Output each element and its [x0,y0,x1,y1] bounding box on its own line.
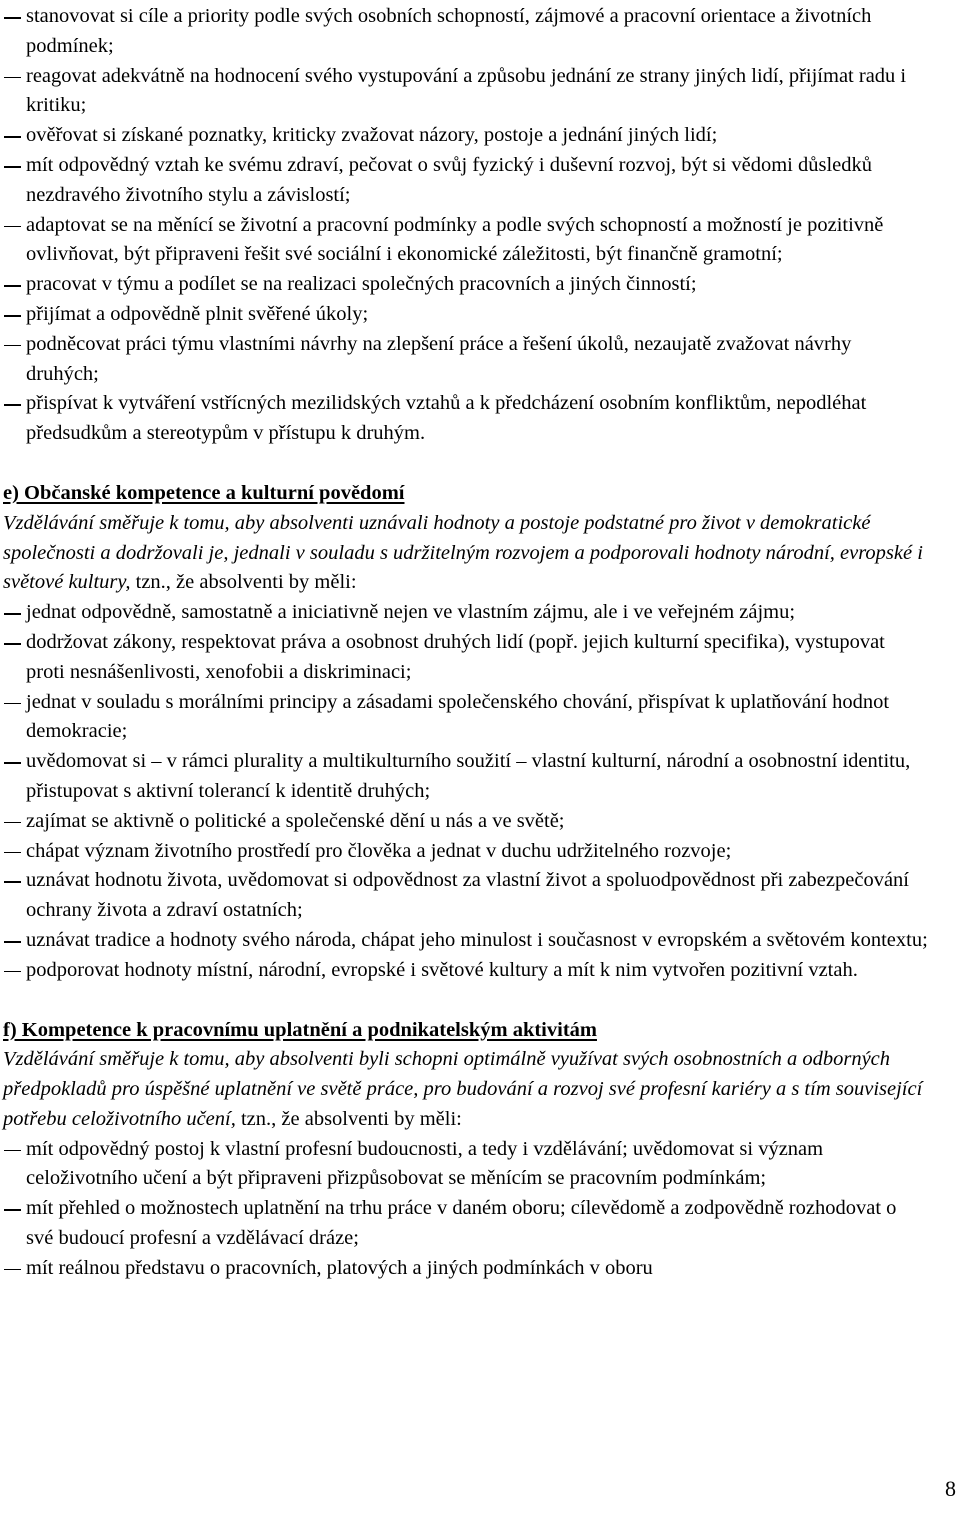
top-list [3,2,960,449]
list-item-text: mít odpovědný postoj k vlastní profesní budoucnosti, a tedy i vzdělávání; uvědomovat si význam celoživotního učení a být připraveni přizpůsobovat se měnícím se pracovním podmínkám; [26,1137,824,1190]
section-list [3,1135,960,1284]
list-item-text: mít odpovědný vztah ke svému zdraví, pečovat o svůj fyzický i duševní rozvoj, být si vědomi důsledků nezdravého životního stylu a závislostí; [26,153,873,206]
list-item [3,330,928,390]
list-item [3,300,928,330]
list-item-text: stanovovat si cíle a priority podle svých osobních schopností, zájmové a pracovní orientace a životních podmínek; [26,5,872,57]
list-item-text: podporovat hodnoty místní, národní, evropské i světové kultury a mít k nim vytvořen pozitivní vztah. [26,958,858,981]
list-item-text: pracovat v týmu a podílet se na realizaci společných pracovních a jiných činností; [26,273,697,296]
list-item [3,747,928,807]
section-heading: e) Občanské kompetence a kulturní povědomí [3,481,405,504]
section-intro-normal: tzn., že absolventi by měli: [235,1107,462,1130]
list-item [3,926,928,956]
list-item-text: jednat v souladu s morálními principy a zásadami společenského chování, přispívat k uplatňování hodnot demokracie; [26,690,890,743]
list-item-text: uznávat hodnotu života, uvědomovat si odpovědnost za vlastní život a spoluodpovědnost při zabezpečování ochrany života a zdraví ostatních; [26,869,909,922]
list-item [3,837,928,867]
list-item [3,211,928,271]
list-item [3,2,928,62]
list-item-text: jednat odpovědně, samostatně a iniciativně nejen ve vlastním zájmu, ale i ve veřejném zájmu; [26,601,796,624]
list-item [3,121,928,151]
list-item [3,1135,928,1195]
section-intro-normal: tzn., že absolventi by měli: [130,571,357,594]
list-item [3,598,928,628]
section-civic-competences [3,479,960,986]
list-item-text: mít reálnou představu o pracovních, platových a jiných podmínkách v oboru [26,1256,653,1279]
section-heading: f) Kompetence k pracovnímu uplatnění a podnikatelským aktivitám [3,1018,597,1041]
list-item [3,866,928,926]
list-item [3,151,928,211]
section-intro-italic: Vzdělávání směřuje k tomu, aby absolventi byli schopni optimálně využívat svých osobnostních a odborných předpokladů pro úspěšné uplatnění ve světě práce, pro budování a rozvoj své profesní kariéry a s tím související potřebu celoživotního učení, [3,1048,923,1130]
list-item [3,956,928,986]
list-item-text: přijímat a odpovědně plnit svěřené úkoly; [26,302,369,325]
list-item [3,62,928,122]
section-list [3,598,960,985]
list-item [3,270,928,300]
list-item-text: mít přehled o možnostech uplatnění na trhu práce v daném oboru; cílevědomě a zodpovědně rozhodovat o své budoucí profesní a vzdělávací dráze; [26,1197,897,1250]
list-item-text: uvědomovat si – v rámci plurality a multikulturního soužití – vlastní kulturní, národní a osobnostní identitu, přistupovat s aktivní tolerancí k identitě druhých; [26,750,911,802]
list-item-text: zajímat se aktivně o politické a společenské dění u nás a ve světě; [26,809,565,832]
section-intro [3,1045,938,1134]
list-item [3,688,928,748]
section-intro-italic: Vzdělávání směřuje k tomu, aby absolventi uznávali hodnoty a postoje podstatné pro život v demokratické společnosti a dodržovali je, jednali v souladu s udržitelným rozvojem a podporovali hodnoty národní, evropské i světové kultury, [3,511,923,594]
list-item-text: reagovat adekvátně na hodnocení svého vystupování a způsobu jednání ze strany jiných lidí, přijímat radu i kritiku; [26,64,907,117]
list-item-text: ověřovat si získané poznatky, kriticky zvažovat názory, postoje a jednání jiných lidí; [26,124,718,147]
list-item [3,807,928,837]
list-item [3,628,928,688]
list-item-text: chápat význam životního prostředí pro člověka a jednat v duchu udržitelného rozvoje; [26,839,732,862]
list-item-text: uznávat tradice a hodnoty svého národa, chápat jeho minulost i současnost v evropském a světovém kontextu; [26,928,928,951]
list-item [3,1194,928,1254]
list-item [3,1254,928,1284]
list-item-text: adaptovat se na měnící se životní a pracovní podmínky a podle svých schopností a možností je pozitivně ovlivňovat, být připraveni řešit své sociální i ekonomické záležitosti, být finančně gramotní; [26,213,884,266]
list-item-text: dodržovat zákony, respektovat práva a osobnost druhých lidí (popř. jejich kulturní specifika), vystupovat proti nesnášenlivosti, xenofobii a diskriminaci; [26,630,885,683]
list-item-text: přispívat k vytváření vstřícných mezilidských vztahů a k předcházení osobním konfliktům, nepodléhat předsudkům a stereotypům v přístupu k druhým. [26,392,867,445]
section-intro [3,509,938,598]
page-number: 8 [945,1476,956,1501]
list-item [3,389,928,449]
section-work-competences [3,1016,960,1284]
list-item-text: podněcovat práci týmu vlastními návrhy na zlepšení práce a řešení úkolů, nezaujatě zvažovat návrhy druhých; [26,332,852,385]
